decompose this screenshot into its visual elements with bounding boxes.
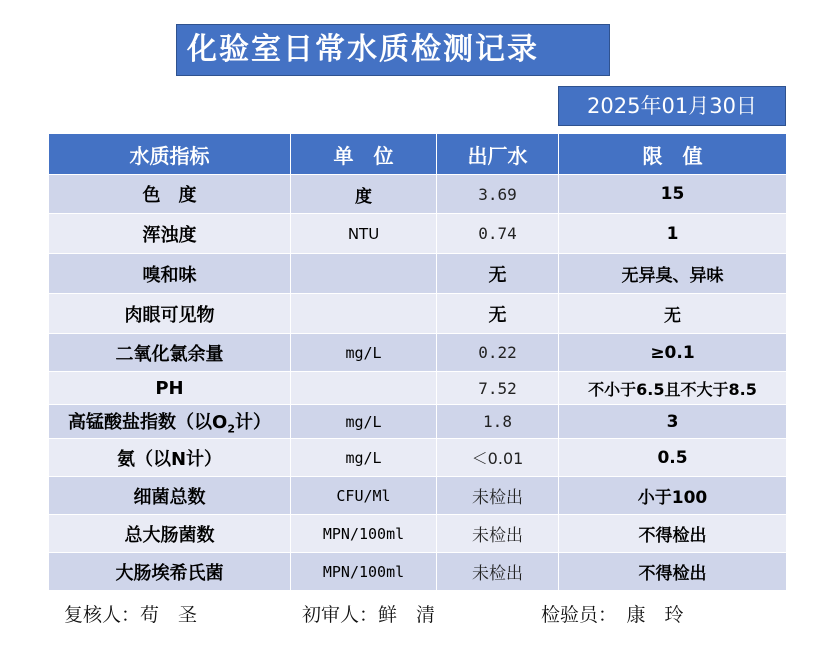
outlet-value: ＜0.01 bbox=[437, 439, 559, 477]
outlet-value: 未检出 bbox=[437, 477, 559, 515]
indicator-unit bbox=[291, 254, 437, 294]
table-row bbox=[49, 515, 787, 553]
indicator-name-main: 高锰酸盐指数（以O bbox=[68, 411, 228, 433]
header-indicator: 水质指标 bbox=[49, 134, 291, 175]
table-row bbox=[49, 439, 787, 477]
table-row bbox=[49, 254, 787, 294]
indicator-name: 浑浊度 bbox=[49, 214, 291, 254]
indicator-name-subscript: 2 bbox=[227, 422, 235, 436]
table-row bbox=[49, 294, 787, 334]
limit-value: 3 bbox=[559, 405, 787, 439]
indicator-name: 嗅和味 bbox=[49, 254, 291, 294]
limit-value: ≥0.1 bbox=[559, 334, 787, 372]
page-title: 化验室日常水质检测记录 bbox=[176, 24, 610, 76]
header-unit: 单 位 bbox=[291, 134, 437, 175]
table-row bbox=[49, 553, 787, 591]
outlet-value: 0.74 bbox=[437, 214, 559, 254]
outlet-value: 未检出 bbox=[437, 515, 559, 553]
outlet-value: 0.22 bbox=[437, 334, 559, 372]
outlet-value: 无 bbox=[437, 294, 559, 334]
limit-value: 无 bbox=[559, 294, 787, 334]
indicator-unit: NTU bbox=[291, 214, 437, 254]
table-row bbox=[49, 477, 787, 515]
report-date: 2025年01月30日 bbox=[558, 86, 786, 126]
header-limit: 限 值 bbox=[559, 134, 787, 175]
indicator-unit: mg/L bbox=[291, 334, 437, 372]
indicator-unit: MPN/100ml bbox=[291, 515, 437, 553]
header-outlet-water: 出厂水 bbox=[437, 134, 559, 175]
indicator-unit bbox=[291, 372, 437, 405]
indicator-name: 二氧化氯余量 bbox=[49, 334, 291, 372]
indicator-name-suffix: 计） bbox=[234, 411, 271, 433]
indicator-unit: CFU/Ml bbox=[291, 477, 437, 515]
indicator-name: 细菌总数 bbox=[49, 477, 291, 515]
limit-value: 15 bbox=[559, 175, 787, 214]
limit-value: 1 bbox=[559, 214, 787, 254]
reviewer-signature: 复核人：苟 圣 bbox=[64, 604, 198, 626]
limit-value: 不得检出 bbox=[559, 515, 787, 553]
indicator-unit: mg/L bbox=[291, 405, 437, 439]
limit-value: 不小于6.5且不大于8.5 bbox=[559, 372, 787, 405]
indicator-name: 色 度 bbox=[49, 175, 291, 214]
limit-value: 0.5 bbox=[559, 439, 787, 477]
indicator-unit bbox=[291, 294, 437, 334]
water-quality-table bbox=[48, 133, 787, 591]
outlet-value: 7.52 bbox=[437, 372, 559, 405]
table-row bbox=[49, 175, 787, 214]
limit-value: 小于100 bbox=[559, 477, 787, 515]
inspector-signature: 检验员： 康 玲 bbox=[541, 604, 684, 626]
outlet-value: 3.69 bbox=[437, 175, 559, 214]
indicator-unit: MPN/100ml bbox=[291, 553, 437, 591]
indicator-name: 肉眼可见物 bbox=[49, 294, 291, 334]
outlet-value: 1.8 bbox=[437, 405, 559, 439]
table-row bbox=[49, 405, 787, 439]
indicator-name: 氨（以N计） bbox=[49, 439, 291, 477]
indicator-unit: 度 bbox=[291, 175, 437, 214]
table-row bbox=[49, 334, 787, 372]
table-row bbox=[49, 214, 787, 254]
indicator-unit: mg/L bbox=[291, 439, 437, 477]
limit-value: 无异臭、异味 bbox=[559, 254, 787, 294]
indicator-name: PH bbox=[49, 372, 291, 405]
limit-value: 不得检出 bbox=[559, 553, 787, 591]
indicator-name: 大肠埃希氏菌 bbox=[49, 553, 291, 591]
outlet-value: 未检出 bbox=[437, 553, 559, 591]
indicator-name bbox=[49, 405, 291, 439]
table-header-row bbox=[49, 134, 787, 175]
first-reviewer-signature: 初审人：鲜 清 bbox=[302, 604, 436, 626]
table-row bbox=[49, 372, 787, 405]
outlet-value: 无 bbox=[437, 254, 559, 294]
indicator-name: 总大肠菌数 bbox=[49, 515, 291, 553]
